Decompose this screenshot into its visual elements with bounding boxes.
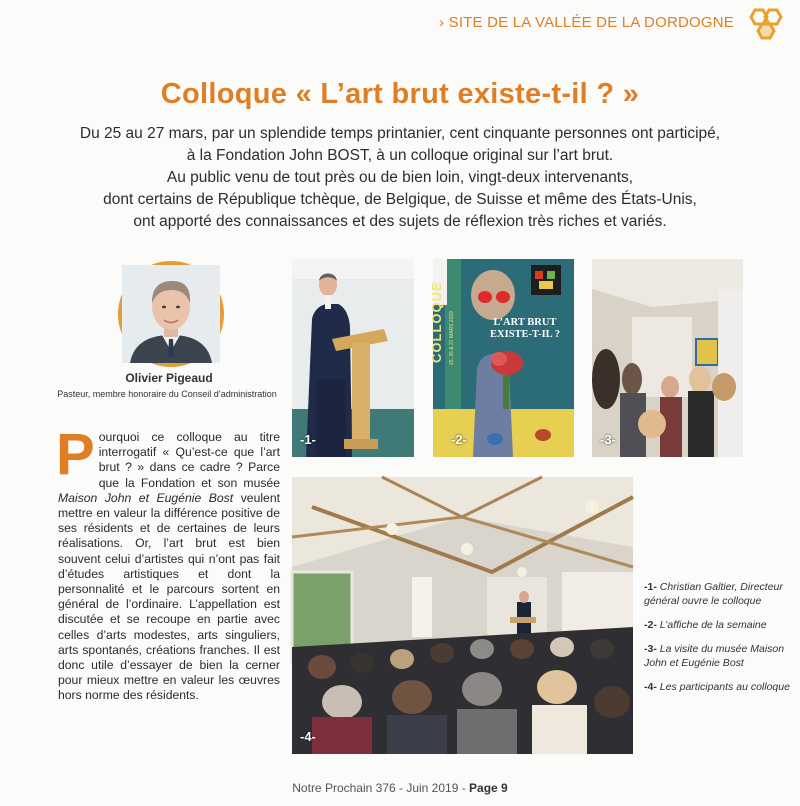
caption-item: [644, 680, 794, 694]
author-name: Olivier Pigeaud: [125, 371, 213, 385]
photo-label: -2-: [451, 432, 467, 447]
caption-text: Les participants au colloque: [659, 681, 790, 693]
caption-number: -4-: [644, 681, 657, 693]
photo-poster: [429, 259, 574, 457]
body-text-part: veulent mettre en valeur la différence positive de ses résidents et de certaines de leurs réalisations. Or, l’art brut est bien souvent celui d’artistes qui n’ont pas fait d’études artistiques et dont la personnalité et le parcours sortent en général de l’ordinaire. L’appellation est discutée et se recoupe en partie avec celles d’arts modestes, arts singuliers, arts spontanés, créations franches. Il est donc utile d’essayer de bien la cerner pour mieux mettre en valeur les œuvres hors norme des résidents.: [58, 490, 280, 703]
poster-title: [479, 317, 571, 341]
intro-line: ont apporté des connaissances et des sujets de réflexion très riches et variés.: [133, 213, 667, 230]
page-footer: [0, 781, 800, 795]
body-text-part: ourquoi ce colloque au titre interrogatif « Qu’est-ce que l’art brut ? » dans ce cadre ? Parce que la Fondation et son musée: [98, 430, 280, 490]
intro-line: dont certains de République tchèque, de Belgique, de Suisse et même des États-Unis,: [103, 191, 697, 208]
caption-number: -3-: [644, 643, 657, 655]
photo-label: -1-: [300, 432, 316, 447]
photo-captions: [644, 580, 794, 704]
photo-museum-visit: [592, 259, 743, 457]
article-body: [56, 422, 280, 704]
article-title: Colloque « L’art brut existe-t-il ? »: [160, 78, 640, 110]
drop-cap: P: [56, 422, 95, 487]
poster-title-line: EXISTE-T-IL ?: [490, 329, 560, 340]
caption-item: [644, 580, 794, 608]
photo-label: -4-: [300, 729, 316, 744]
photo-speaker: [292, 259, 414, 457]
caption-number: -1-: [644, 581, 657, 593]
museum-name: Maison John et Eugénie Bost: [58, 490, 234, 505]
photo-label: -3-: [600, 432, 616, 447]
page-number: Page 9: [469, 781, 508, 795]
caption-number: -2-: [644, 619, 657, 631]
author-role: Pasteur, membre honoraire du Conseil d’administration: [57, 389, 277, 399]
poster-dates: 25, 26 & 27 MARS 2019: [449, 311, 455, 365]
photo-participants: [292, 477, 633, 754]
footer-issue: Notre Prochain 376 - Juin 2019 -: [292, 781, 470, 795]
caption-text: Christian Galtier, Directeur général ouvre le colloque: [644, 581, 783, 607]
caption-item: [644, 618, 794, 632]
article-intro: [60, 123, 740, 233]
caption-item: [644, 642, 794, 670]
poster-title-line: L’ART BRUT: [493, 317, 557, 328]
poster-side-text: COLLOQUE: [429, 281, 444, 363]
hexagon-logo-icon: [742, 8, 782, 46]
intro-line: Au public venu de tout près ou de bien loin, vingt-deux intervenants,: [166, 169, 634, 186]
intro-line: Du 25 au 27 mars, par un splendide temps printanier, cent cinquante personnes ont participé,: [79, 125, 721, 142]
author-portrait: [118, 261, 224, 367]
caption-text: La visite du musée Maison John et Eugénie Bost: [644, 643, 785, 669]
caption-text: L’affiche de la semaine: [659, 619, 767, 631]
section-tag: › SITE DE LA VALLÉE DE LA DORDOGNE: [439, 14, 734, 31]
intro-line: à la Fondation John BOST, à un colloque original sur l’art brut.: [186, 147, 614, 164]
